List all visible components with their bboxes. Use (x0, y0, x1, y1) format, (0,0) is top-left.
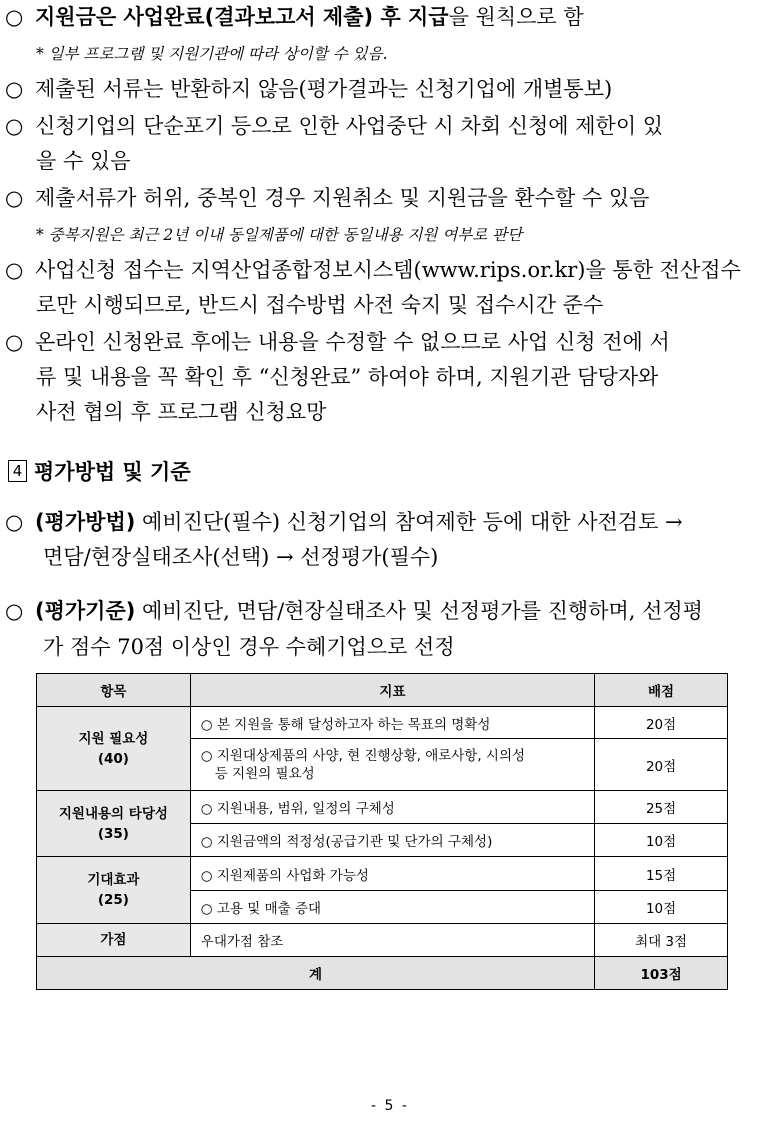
section-number: 4 (8, 460, 27, 482)
paragraph-online-system (5, 256, 741, 284)
note-duplicate: * 중복지원은 최근 2년 이내 동일제품에 대한 동일내용 지원 여부로 판단 (36, 226, 523, 244)
total-label: 계 (37, 957, 595, 990)
points-cell: 10점 (595, 824, 728, 857)
bullet-icon: ○ (5, 114, 24, 138)
paragraph-payment-bold: 지원금은 사업완료(결과보고서 제출) 후 지급 (35, 5, 449, 29)
bullet-icon: ○ (5, 77, 24, 101)
paragraph-false-docs (5, 184, 650, 212)
points-cell: 20점 (595, 739, 728, 791)
paragraph-documents-text: 제출된 서류는 반환하지 않음(평가결과는 신청기업에 개별통보) (35, 77, 613, 101)
table-row (37, 707, 728, 739)
bonus-indicator: 우대가점 참조 (190, 924, 594, 957)
page-number: - 5 - (371, 1098, 409, 1114)
category-validity (37, 791, 191, 857)
points-cell: 20점 (595, 707, 728, 739)
paragraph-online-complete-line3: 사전 협의 후 프로그램 신청요망 (36, 400, 327, 424)
bullet-icon: ○ (5, 258, 24, 282)
paragraph-withdrawal-line1: 신청기업의 단순포기 등으로 인한 사업중단 시 차회 신청에 제한이 있 (35, 114, 664, 138)
category-validity-sub: (35) (97, 825, 129, 842)
bullet-icon: ○ (5, 330, 24, 354)
header-points: 배점 (595, 674, 728, 707)
points-cell: 10점 (595, 891, 728, 924)
paragraph-online-complete (5, 328, 670, 356)
table-row (37, 791, 728, 824)
bullet-icon: ○ (5, 510, 24, 534)
eval-method-line2: 면담/현장실태조사(선택) → 선정평가(필수) (43, 545, 439, 569)
paragraph-online-system-line2: 로만 시행되므로, 반드시 접수방법 사전 숙지 및 접수시간 준수 (36, 293, 604, 317)
paragraph-eval-method (5, 508, 683, 536)
eval-criteria-label: (평가기준) (35, 599, 136, 623)
paragraph-false-docs-text: 제출서류가 허위, 중복인 경우 지원취소 및 지원금을 환수할 수 있음 (35, 186, 650, 210)
section-title: 평가방법 및 기준 (34, 460, 191, 484)
bullet-icon: ○ (5, 186, 24, 210)
indicator-cell: ○ 고용 및 매출 증대 (190, 891, 594, 924)
points-cell: 25점 (595, 791, 728, 824)
category-validity-label: 지원내용의 타당성 (58, 805, 168, 822)
paragraph-online-system-line1: 사업신청 접수는 지역산업종합정보시스템(www.rips.or.kr)을 통한 전산접수 (35, 258, 741, 282)
total-points: 103점 (595, 957, 728, 990)
table-row-total (37, 957, 728, 990)
eval-criteria-line1: 예비진단, 면담/현장실태조사 및 선정평가를 진행하며, 선정평 (135, 599, 703, 623)
category-effect (37, 857, 191, 924)
evaluation-table (36, 673, 728, 990)
header-indicator: 지표 (190, 674, 594, 707)
bullet-icon: ○ (5, 599, 24, 623)
eval-criteria-line2: 가 점수 70점 이상인 경우 수혜기업으로 선정 (43, 635, 455, 659)
paragraph-payment (5, 3, 584, 31)
points-cell: 15점 (595, 857, 728, 891)
table-row-bonus (37, 924, 728, 957)
category-effect-label: 기대효과 (87, 872, 140, 888)
header-item: 항목 (37, 674, 191, 707)
indicator-cell: ○ 지원금액의 적정성(공급기관 및 단가의 구체성) (190, 824, 594, 857)
paragraph-online-complete-line2: 류 및 내용을 꼭 확인 후 “신청완료” 하여야 하며, 지원기관 담당자와 (36, 365, 659, 389)
indicator-cell: ○ 본 지원을 통해 달성하고자 하는 목표의 명확성 (190, 707, 594, 739)
eval-method-line1: 예비진단(필수) 신청기업의 참여제한 등에 대한 사전검토 → (135, 510, 683, 534)
paragraph-withdrawal-line2: 을 수 있음 (36, 149, 131, 173)
paragraph-eval-criteria (5, 597, 703, 625)
indicator-cell (190, 739, 594, 791)
category-need-sub: (40) (97, 750, 129, 767)
indicator-cell: ○ 지원내용, 범위, 일정의 구체성 (190, 791, 594, 824)
category-effect-sub: (25) (97, 892, 129, 908)
category-need (37, 707, 191, 791)
indicator-cell: ○ 지원제품의 사업화 가능성 (190, 857, 594, 891)
bonus-category: 가점 (37, 924, 191, 957)
indicator-line1: ○ 지원대상제품의 사양, 현 진행상황, 애로사항, 시의성 (200, 747, 526, 764)
table-header-row (37, 674, 728, 707)
paragraph-documents (5, 75, 613, 103)
paragraph-online-complete-line1: 온라인 신청완료 후에는 내용을 수정할 수 없으므로 사업 신청 전에 서 (35, 330, 670, 354)
note-program: * 일부 프로그램 및 지원기관에 따라 상이할 수 있음. (36, 45, 388, 63)
paragraph-payment-rest: 을 원칙으로 함 (448, 5, 584, 29)
bonus-points: 최대 3점 (595, 924, 728, 957)
paragraph-withdrawal (5, 112, 664, 140)
indicator-line2: 등 지원의 필요성 (214, 765, 315, 782)
eval-method-label: (평가방법) (35, 510, 136, 534)
category-need-label: 지원 필요성 (78, 730, 149, 747)
table-row (37, 857, 728, 891)
bullet-icon: ○ (5, 5, 24, 29)
